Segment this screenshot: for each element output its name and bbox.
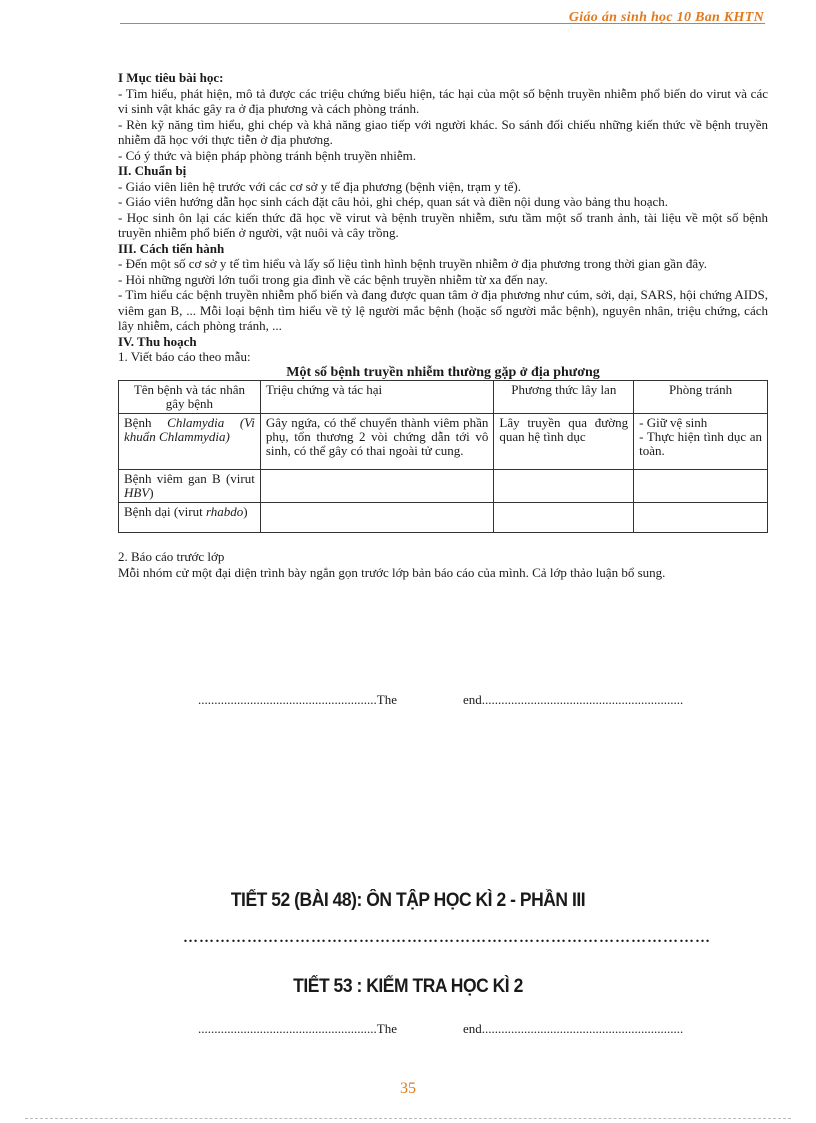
prevention-cell	[634, 470, 768, 503]
section1-line: - Tìm hiểu, phát hiện, mô tả được các triệu chứng biểu hiện, tác hại của một số bệnh truyền nhiễm phổ biến do virut và các vi sinh vật khác gây ra ở địa phương và cách phòng tránh.	[118, 85, 768, 116]
symptoms-cell	[260, 470, 494, 503]
lesson53-title: TIẾT 53 : KIỂM TRA HỌC KÌ 2	[293, 976, 523, 997]
symptoms-cell: Gây ngứa, có thể chuyển thành viêm phần phụ, tổn thương 2 vòi chứng dẫn tới vô sinh, có thể gây có thai ngoài tử cung.	[260, 414, 494, 470]
section3-heading: III. Cách tiến hành	[118, 240, 225, 256]
section4-heading: IV. Thu hoạch	[118, 333, 197, 349]
disease-name-cell: Bệnh dại (virut rhabdo)	[119, 503, 261, 533]
disease-name-cell: Bệnh viêm gan B (virut HBV)	[119, 470, 261, 503]
column-header: Triệu chứng và tác hại	[260, 381, 494, 414]
header-title: Giáo án sinh học 10 Ban KHTN	[568, 10, 764, 25]
column-header: Tên bệnh và tác nhân gây bệnh	[119, 381, 261, 414]
section3-line: - Hỏi những người lớn tuổi trong gia đình về các bệnh truyền nhiễm từ xa đến nay.	[118, 271, 548, 287]
disease-name-cell: Bệnh Chlamydia (Vi khuẩn Chlammydia)	[119, 414, 261, 470]
table-header-row	[119, 381, 768, 414]
prevention-cell	[634, 503, 768, 533]
lesson52-title: TIẾT 52 (BÀI 48): ÔN TẬP HỌC KÌ 2 - PHẦN III	[230, 890, 586, 911]
section2-line: - Giáo viên hướng dẫn học sinh cách đặt câu hỏi, ghi chép, quan sát và điền nội dung vào bảng thu hoạch.	[118, 194, 669, 209]
section1-line: - Có ý thức và biện pháp phòng tránh bệnh truyền nhiễm.	[118, 147, 417, 163]
section2-line: - Giáo viên liên hệ trước với các cơ sở y tế địa phương (bệnh viện, trạm y tế).	[118, 178, 521, 194]
footer-rule	[25, 1118, 791, 1119]
end-marker: .......................................................The end..............................................................	[198, 692, 684, 707]
table-row	[119, 503, 768, 533]
lesson-body	[118, 70, 768, 580]
lesson52-dots: ………………………………………………………………………………………	[183, 930, 711, 946]
transmission-cell	[494, 503, 634, 533]
transmission-cell	[494, 470, 634, 503]
symptoms-cell	[260, 503, 494, 533]
table-row	[119, 414, 768, 470]
step2-heading: 2. Báo cáo trước lớp	[118, 549, 225, 564]
prevention-cell: - Giữ vệ sinh - Thực hiện tình dục an toàn.	[634, 414, 768, 470]
section1-line: - Rèn kỹ năng tìm hiểu, ghi chép và khả năng giao tiếp với người khác. So sánh đối chiếu những kiến thức về bệnh truyền nhiễm đã học với thực tiễn ở địa phương.	[118, 116, 768, 147]
section3-line: - Tìm hiểu các bệnh truyền nhiễm phổ biến và đang được quan tâm ở địa phương như cúm, sởi, dại, SARS, hội chứng AIDS, viêm gan B, ... Mỗi loại bệnh tìm hiểu về tỷ lệ người mắc bệnh (hoặc số người mắc bệnh), nguyên nhân, triệu chứng, cách lây nhiễm, cách phòng tránh, ...	[118, 287, 768, 333]
transmission-cell: Lây truyền qua đường quan hệ tình dục	[494, 414, 634, 470]
page-number: 35	[400, 1080, 416, 1097]
end-marker-2: .......................................................The end..............................................................	[198, 1021, 684, 1036]
table-title: Một số bệnh truyền nhiễm thường gặp ở địa phương	[286, 364, 600, 380]
section2-line: - Học sinh ôn lại các kiến thức đã học về virut và bệnh truyền nhiễm, sưu tầm một số tranh ảnh, tài liệu về một số bệnh truyền nhiễm phổ biến ở người, vật nuôi và cây trồng.	[118, 209, 768, 240]
section2-heading: II. Chuẩn bị	[118, 163, 187, 178]
section1-heading: I Mục tiêu bài học:	[118, 70, 224, 85]
step1-text: 1. Viết báo cáo theo mẫu:	[118, 349, 251, 364]
column-header: Phương thức lây lan	[494, 381, 634, 414]
section3-line: - Đến một số cơ sở y tế tìm hiểu và lấy số liệu tình hình bệnh truyền nhiễm ở địa phương trong thời gian gần đây.	[118, 256, 708, 271]
table-row	[119, 470, 768, 503]
disease-table	[118, 380, 768, 533]
column-header: Phòng tránh	[634, 381, 768, 414]
step2-text: Mỗi nhóm cử một đại diện trình bày ngắn gọn trước lớp bản báo cáo của mình. Cả lớp thảo luận bổ sung.	[118, 564, 666, 580]
